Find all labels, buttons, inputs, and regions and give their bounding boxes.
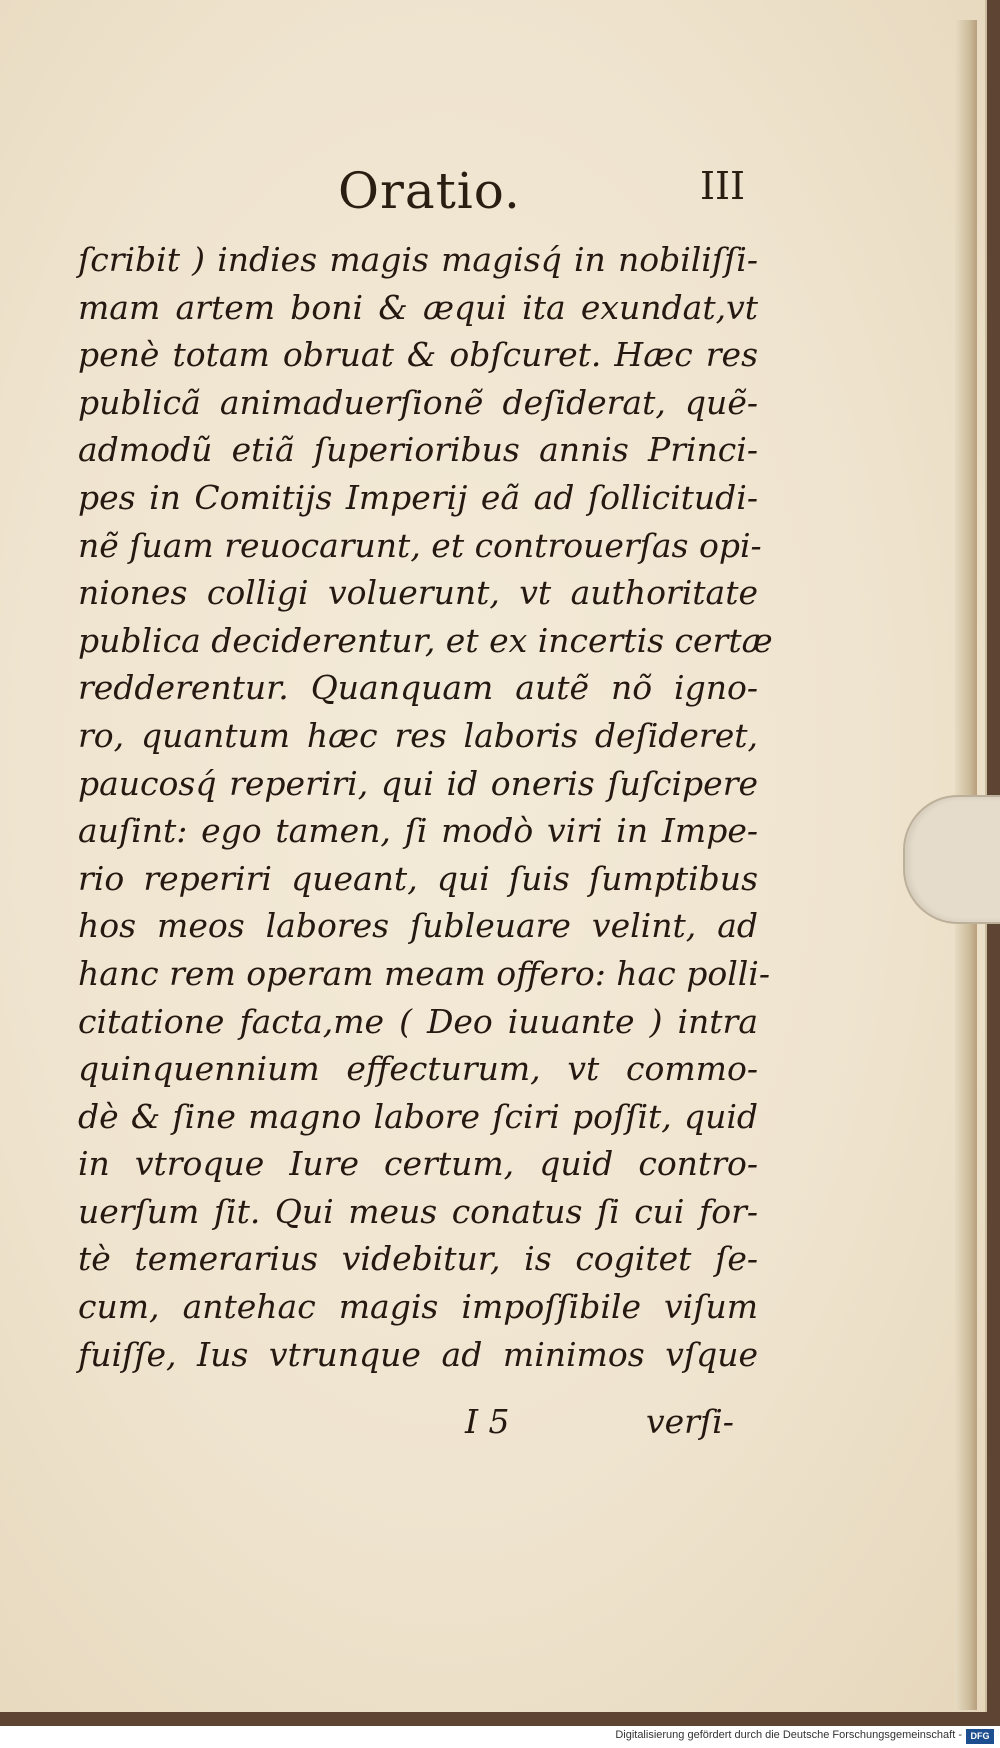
page-header [0, 162, 1000, 232]
text-line: tè temerarius videbitur, is cogitet ſe- [78, 1239, 758, 1279]
text-line: paucosq́ reperiri, qui id oneris ſuſcipere [78, 763, 758, 803]
page-number: III [700, 164, 746, 208]
footer-line [0, 1402, 1000, 1452]
signature-mark: I 5 [465, 1402, 510, 1441]
text-line: hos meos labores ſubleuare velint, ad [78, 906, 758, 946]
text-line: hanc rem operam meam offero: hac polli- [78, 953, 771, 993]
credit-text: Digitalisierung gefördert durch die Deutsche Forschungsgemeinschaft - [615, 1729, 962, 1741]
text-line: dè & ſine magno labore ſciri poſſit, quid [78, 1096, 758, 1136]
text-line: ro, quantum hæc res laboris deſideret, [78, 715, 758, 755]
text-line: publicã animaduerſionẽ deſiderat, quẽ- [78, 382, 758, 422]
text-line: mam artem boni & æqui ita exundat,vt [78, 287, 758, 327]
text-line: nẽ ſuam reuocarunt, et controuerſas opi- [78, 525, 762, 565]
text-line: uerſum ſit. Qui meus conatus ſi cui for- [78, 1191, 758, 1231]
text-line: auſint: ego tamen, ſi modò viri in Impe- [78, 811, 758, 851]
text-block [78, 236, 773, 1378]
text-line: fuiſſe, Ius vtrunque ad minimos vſque [78, 1334, 758, 1374]
text-line: niones colligi voluerunt, vt authoritate [78, 573, 758, 613]
credit-bar [0, 1726, 1000, 1748]
text-line: quinquennium effecturum, vt commo- [78, 1049, 758, 1089]
dfg-logo-icon: DFG [966, 1729, 994, 1744]
text-line: redderentur. Quanquam autẽ nõ igno- [78, 668, 758, 708]
running-title: Oratio. [338, 162, 521, 220]
text-line: rio reperiri queant, qui ſuis ſumptibus [78, 858, 758, 898]
bookmark-tab [903, 795, 1000, 924]
text-line: cum, antehac magis impoſſibile viſum [78, 1287, 758, 1327]
text-line: admodũ etiã ſuperioribus annis Princi- [78, 430, 758, 470]
text-line: penè totam obruat & obſcuret. Hæc res [78, 335, 758, 375]
text-line: citatione facta,me ( Deo iuuante ) intra [78, 1001, 758, 1041]
text-line: publica deciderentur, et ex incertis certæ [78, 620, 773, 660]
text-line: in vtroque Iure certum, quid contro- [78, 1144, 758, 1184]
text-line: pes in Comitijs Imperij eã ad ſollicitudi- [78, 477, 758, 517]
text-line: ſcribit ) indies magis magisq́ in nobiliſſi- [78, 240, 758, 279]
catchword: verſi- [646, 1402, 734, 1441]
